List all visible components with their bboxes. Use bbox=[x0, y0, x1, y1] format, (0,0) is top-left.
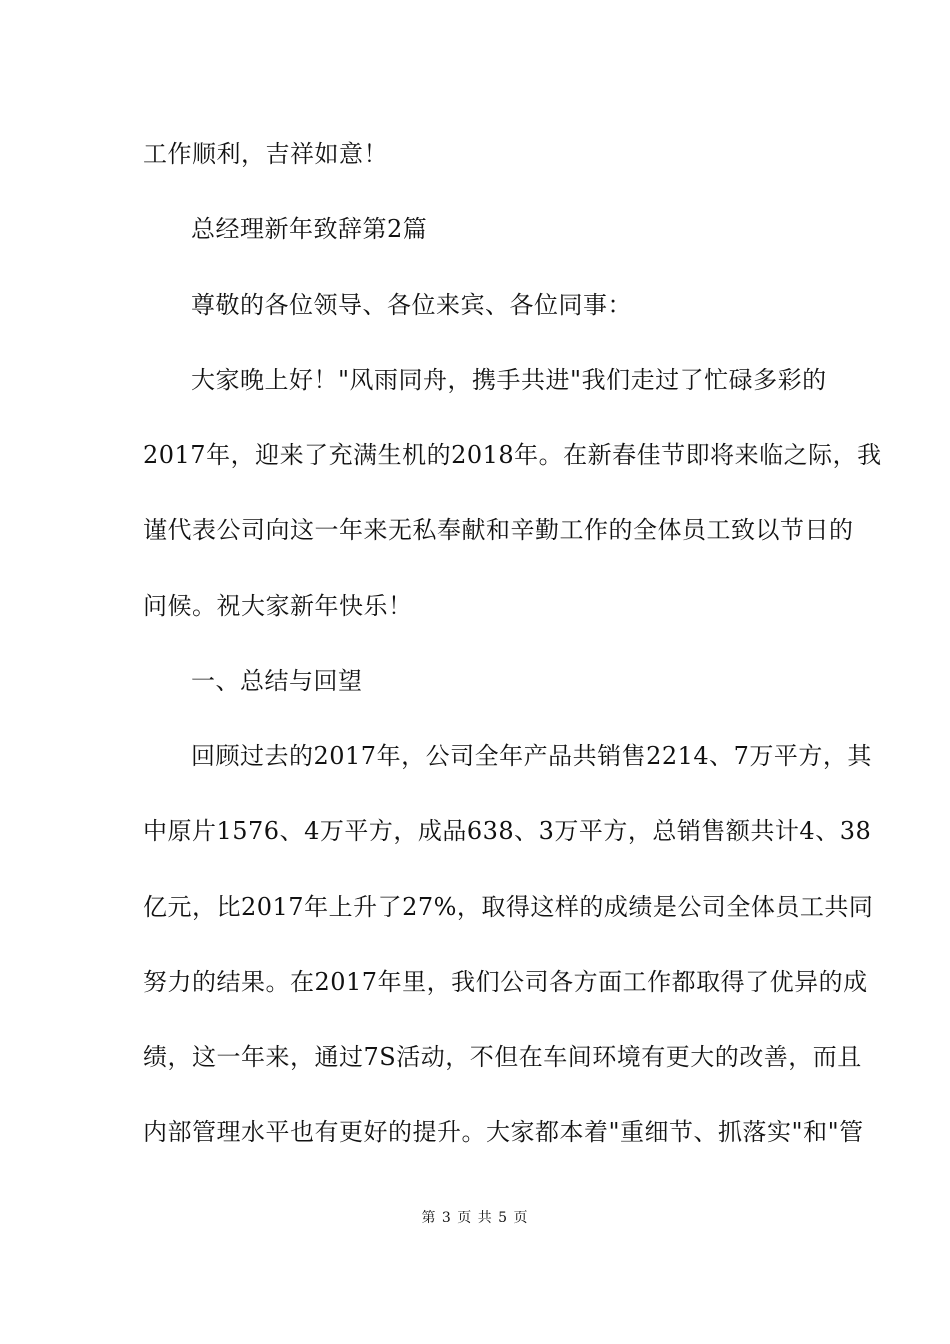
salutation: 尊敬的各位领导、各位来宾、各位同事： bbox=[191, 291, 632, 319]
text-line: 大家晚上好！"风雨同舟，携手共进"我们走过了忙碌多彩的 bbox=[191, 366, 827, 394]
text-line: 亿元，比2017年上升了27%，取得这样的成绩是公司全体员工共同 bbox=[143, 893, 874, 921]
text-line: 内部管理水平也有更好的提升。大家都本着"重细节、抓落实"和"管 bbox=[143, 1118, 864, 1146]
section-heading: 总经理新年致辞第2篇 bbox=[191, 215, 428, 243]
text-line: 问候。祝大家新年快乐！ bbox=[143, 592, 413, 620]
section-heading: 一、总结与回望 bbox=[191, 667, 363, 695]
page-number: 第 3 页 共 5 页 bbox=[421, 1210, 529, 1226]
text-line: 中原片1576、4万平方，成品638、3万平方，总销售额共计4、38 bbox=[143, 817, 872, 845]
text-line: 工作顺利，吉祥如意！ bbox=[143, 140, 388, 168]
text-line: 绩，这一年来，通过7S活动，不但在车间环境有更大的改善，而且 bbox=[143, 1043, 862, 1071]
text-line: 谨代表公司向这一年来无私奉献和辛勤工作的全体员工致以节日的 bbox=[143, 516, 854, 544]
text-line: 回顾过去的2017年，公司全年产品共销售2214、7万平方，其 bbox=[191, 742, 872, 770]
page-footer bbox=[0, 1209, 950, 1227]
text-line: 努力的结果。在2017年里，我们公司各方面工作都取得了优异的成 bbox=[143, 968, 868, 996]
text-line: 2017年，迎来了充满生机的2018年。在新春佳节即将来临之际，我 bbox=[143, 441, 882, 469]
